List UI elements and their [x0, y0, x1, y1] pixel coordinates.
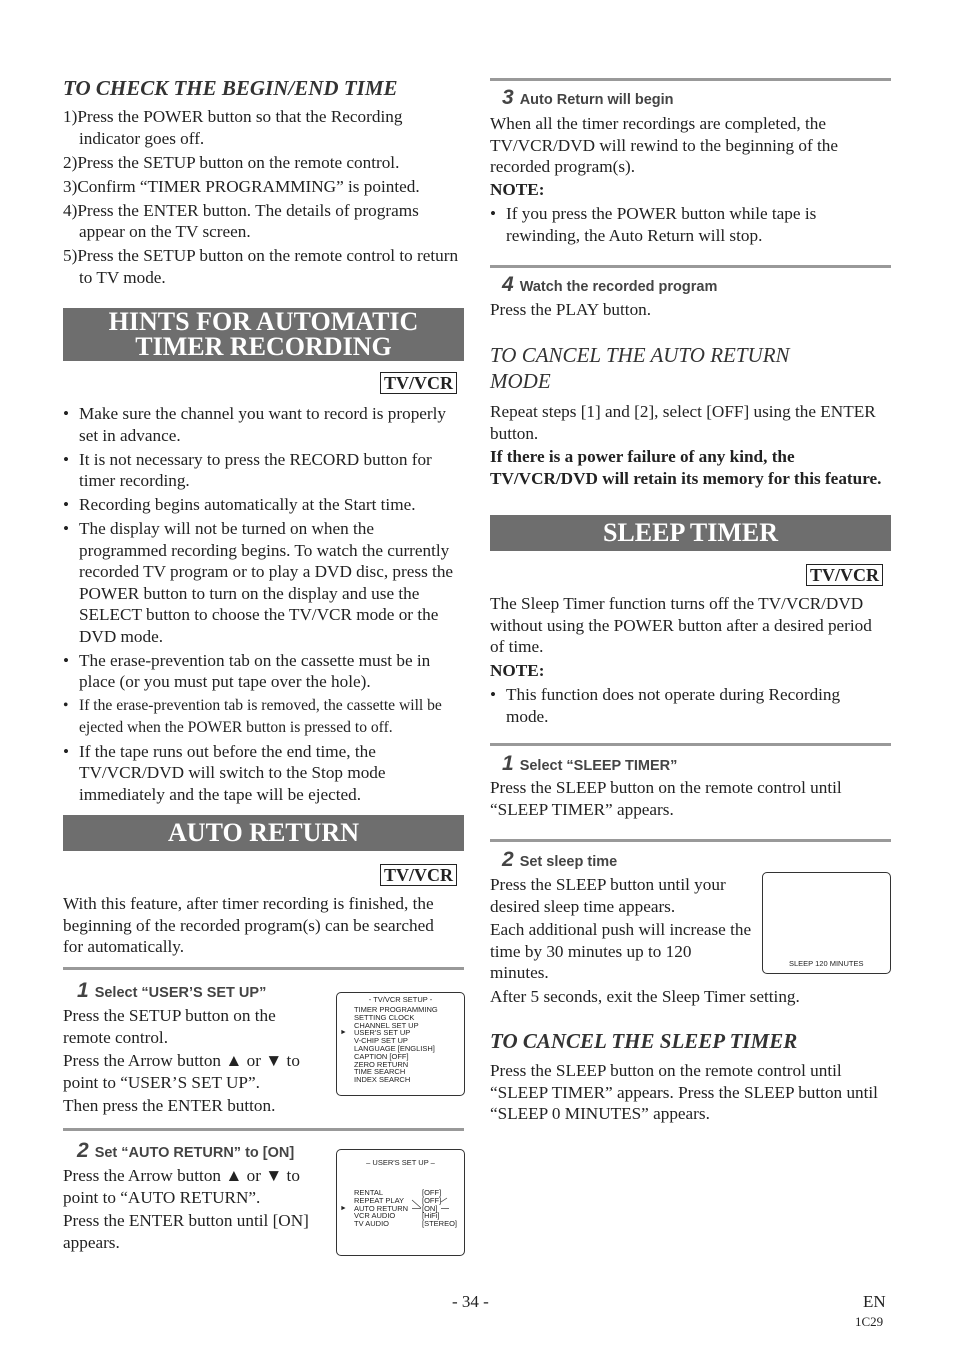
- screen2-value: [HiFi]: [422, 1211, 440, 1221]
- check-step: 3)Confirm “TIMER PROGRAMMING” is pointed.: [63, 176, 420, 196]
- step2-text: Press the ENTER button until [ON] appears.: [63, 1211, 309, 1252]
- step2-divider: [63, 1128, 464, 1131]
- cancel-auto-heading-line2: MODE: [490, 369, 551, 393]
- users-setup-screen: [336, 1149, 465, 1256]
- sstep1-title: Select “SLEEP TIMER”: [519, 758, 678, 774]
- sstep2-divider: [490, 839, 891, 842]
- hints-tv-vcr-tag: TV/VCR: [380, 372, 457, 394]
- hint-item: • If the erase-prevention tab is removed, the cassette will be ejected when the POWER button is pressed to off.: [63, 695, 464, 738]
- step4-text: Press the PLAY button.: [490, 300, 652, 319]
- step2-title: Set “AUTO RETURN” to [ON]: [94, 1145, 295, 1161]
- screen2-cursor-arrow: ►: [340, 1204, 347, 1212]
- hint-item: • The display will not be turned on when the programmed recording begins. To watch the currently recorded TV program or to play a DVD disc, press the POWER button to turn on the display and use the SELECT button to choose the TV/VCR mode or the DVD mode.: [63, 518, 464, 647]
- hints-bullets: [63, 403, 464, 808]
- step1-text: Then press the ENTER button.: [63, 1096, 276, 1115]
- check-steps-list: [63, 106, 464, 291]
- sstep1-divider: [490, 743, 891, 746]
- screen1-item: ZERO RETURN: [354, 1059, 409, 1069]
- screen2-value: [OFF]: [422, 1188, 442, 1197]
- screen1-item: TIME SEARCH: [354, 1067, 406, 1077]
- power-failure-note: If there is a power failure of any kind, the TV/VCR/DVD will retain its memory for this feature.: [490, 447, 882, 488]
- screen2-title: – USER'S SET UP –: [366, 1158, 435, 1167]
- screen2-value: [ON]: [422, 1203, 438, 1213]
- sleep-timer-screen: [762, 872, 891, 974]
- screen2-value: [STEREO]: [422, 1219, 458, 1229]
- step2-header: [77, 1139, 294, 1163]
- screen2-pointer-lines: [337, 1150, 464, 1255]
- auto-return-banner: AUTO RETURN: [63, 815, 464, 851]
- auto-return-intro: With this feature, after timer recording is finished, the beginning of the recorded program(s) can be searched for automatically.: [63, 894, 434, 956]
- check-step: 5)Press the SETUP button on the remote control to return to TV mode.: [63, 246, 459, 287]
- step1-body: [63, 1005, 321, 1117]
- sstep1-number: 1: [502, 752, 514, 775]
- hint-item: • If the tape runs out before the end time, the TV/VCR/DVD will switch to the Stop mode immediately and the tape will be ejected.: [63, 741, 464, 806]
- sstep1-text: Press the SLEEP button on the remote control until “SLEEP TIMER” appears.: [490, 778, 842, 819]
- screen2-item: AUTO RETURN: [354, 1203, 409, 1213]
- screen1-item: V-CHIP SET UP: [354, 1036, 408, 1046]
- sleep-intro: The Sleep Timer function turns off the TV/VCR/DVD without using the POWER button after a desired period of time.: [490, 594, 872, 656]
- step3-note: • If you press the POWER button while tape is rewinding, the Auto Return will stop.: [490, 203, 880, 246]
- step1-text: Press the SETUP button on the remote control.: [63, 1006, 276, 1047]
- screen1-title: - TV/VCR SETUP -: [368, 995, 433, 1004]
- step3-title: Auto Return will begin: [519, 92, 674, 108]
- step2-body: [63, 1165, 331, 1253]
- auto-tv-vcr-tag: TV/VCR: [380, 864, 457, 886]
- step3-number: 3: [502, 86, 514, 109]
- screen2-item: REPEAT PLAY: [354, 1195, 405, 1205]
- hint-item: • Recording begins automatically at the Start time.: [63, 494, 464, 516]
- sstep2-number: 2: [502, 848, 514, 871]
- cancel-auto-heading: [490, 342, 891, 394]
- step2-text: Press the Arrow button ▲ or ▼ to point to “AUTO RETURN”.: [63, 1166, 300, 1207]
- cancel-sleep-heading: TO CANCEL THE SLEEP TIMER: [490, 1029, 798, 1053]
- sstep2-header: [502, 848, 617, 872]
- sstep1-header: [502, 752, 677, 776]
- cancel-auto-text: Repeat steps [1] and [2], select [OFF] using the ENTER button.: [490, 402, 876, 443]
- screen3-text: SLEEP 120 MINUTES: [789, 959, 864, 968]
- screen2-item: VCR AUDIO: [354, 1211, 396, 1221]
- step4-title: Watch the recorded program: [519, 279, 718, 295]
- check-step: 1)Press the POWER button so that the Recording indicator goes off.: [63, 107, 403, 148]
- step1-header: [77, 979, 266, 1003]
- cancel-auto-heading-line1: TO CANCEL THE AUTO RETURN: [490, 343, 790, 367]
- hint-item: • It is not necessary to press the RECORD button for timer recording.: [63, 449, 464, 492]
- cancel-sleep-text: Press the SLEEP button on the remote control until “SLEEP TIMER” appears. Press the SLEEP button until “SLEEP 0 MINUTES” appears.: [490, 1061, 878, 1123]
- sleep-timer-banner: SLEEP TIMER: [490, 515, 891, 551]
- screen1-item: USER'S SET UP: [354, 1028, 411, 1038]
- sstep2-exit-text: After 5 seconds, exit the Sleep Timer setting.: [490, 987, 800, 1006]
- step1-text: Press the Arrow button ▲ or ▼ to point to “USER’S SET UP”.: [63, 1051, 300, 1092]
- screen1-item: LANGUAGE [ENGLISH]: [354, 1043, 435, 1053]
- check-step: 2)Press the SETUP button on the remote control.: [63, 152, 400, 172]
- sstep2-title: Set sleep time: [519, 854, 618, 870]
- step1-number: 1: [77, 979, 89, 1002]
- step4-header: [502, 273, 717, 297]
- screen1-item: TIMER PROGRAMMING: [354, 1005, 438, 1014]
- sleep-note-label: NOTE:: [490, 661, 545, 680]
- screen2-value: [OFF]: [422, 1195, 442, 1205]
- step3-divider: [490, 78, 891, 81]
- sleep-note: • This function does not operate during Recording mode.: [490, 684, 880, 727]
- sstep2-body: [490, 874, 752, 984]
- screen2-item: RENTAL: [354, 1188, 384, 1197]
- sleep-note-list: [490, 684, 880, 730]
- model-code: 1C29: [855, 1314, 884, 1329]
- language-code: EN: [863, 1292, 886, 1311]
- hints-banner-line2: TIMER RECORDING: [135, 332, 392, 361]
- step1-divider: [63, 967, 464, 970]
- tv-vcr-setup-screen: [336, 992, 465, 1096]
- screen1-menu: [354, 1006, 438, 1084]
- step1-title: Select “USER’S SET UP”: [94, 985, 267, 1001]
- screen1-item: INDEX SEARCH: [354, 1075, 411, 1085]
- hints-banner-line1: HINTS FOR AUTOMATIC: [108, 307, 419, 336]
- sleep-tv-vcr-tag: TV/VCR: [806, 564, 883, 586]
- step4-number: 4: [502, 273, 514, 296]
- hints-banner: [63, 308, 464, 361]
- check-heading: TO CHECK THE BEGIN/END TIME: [63, 76, 398, 100]
- step4-divider: [490, 265, 891, 268]
- step2-number: 2: [77, 1139, 89, 1162]
- hint-item: • The erase-prevention tab on the cassette must be in place (or you must put tape over the hole).: [63, 650, 464, 693]
- check-step: 4)Press the ENTER button. The details of programs appear on the TV screen.: [63, 200, 419, 241]
- step3-header: [502, 86, 674, 110]
- screen1-item: CAPTION [OFF]: [354, 1051, 409, 1061]
- screen1-item: SETTING CLOCK: [354, 1012, 415, 1022]
- step3-text: When all the timer recordings are completed, the TV/VCR/DVD will rewind to the beginning of the recorded program(s).: [490, 114, 839, 176]
- sstep2-text: Each additional push will increase the time by 30 minutes up to 120 minutes.: [490, 920, 752, 982]
- screen1-item: CHANNEL SET UP: [354, 1020, 419, 1030]
- page-number: - 34 -: [452, 1292, 489, 1311]
- sstep2-text: Press the SLEEP button until your desired sleep time appears.: [490, 875, 726, 916]
- hint-item: • Make sure the channel you want to record is properly set in advance.: [63, 403, 464, 446]
- screen2-item: TV AUDIO: [354, 1219, 390, 1229]
- step3-note-list: [490, 203, 880, 249]
- screen1-cursor-arrow: ►: [340, 1029, 347, 1036]
- step3-note-label: NOTE:: [490, 180, 545, 199]
